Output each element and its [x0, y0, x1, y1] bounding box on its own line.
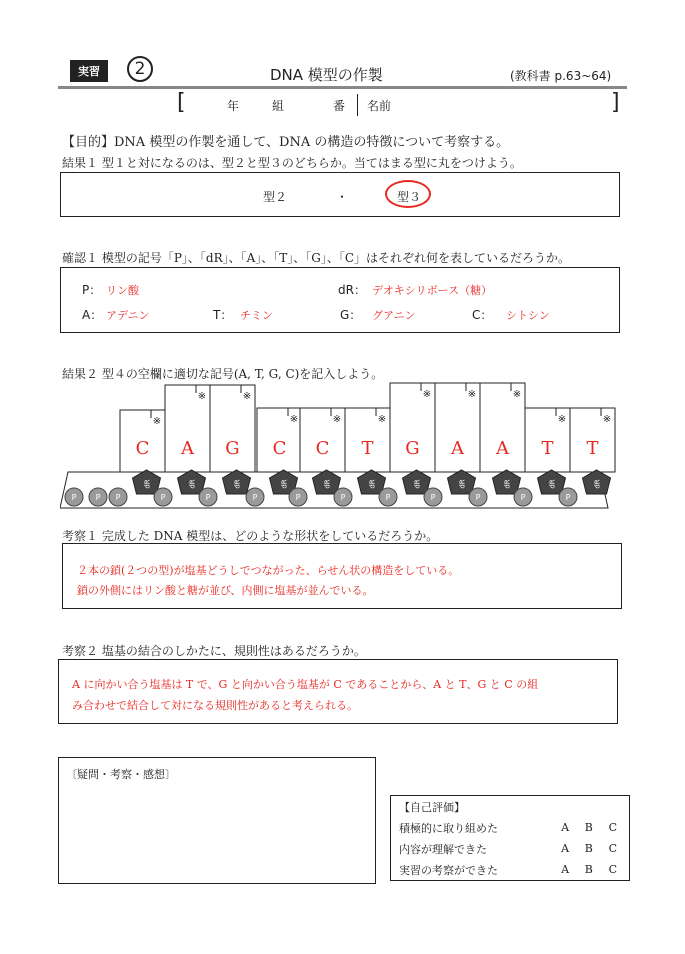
- option-separator: ・: [336, 190, 349, 204]
- right-bracket: ]: [611, 90, 620, 115]
- textbook-ref: (教科書 p.63~64): [510, 69, 612, 83]
- c-label: C：: [472, 308, 493, 322]
- g-answer: グアニン: [372, 309, 416, 322]
- sugar-label: dR: [593, 479, 602, 489]
- marker-symbol: ※: [557, 414, 567, 425]
- marker-symbol: ※: [332, 414, 342, 425]
- sugar-label: dR: [280, 479, 289, 489]
- option-type3: 型３: [397, 190, 422, 204]
- rating-b[interactable]: B: [584, 863, 593, 876]
- marker-symbol: ※: [512, 389, 522, 400]
- result1-question: 結果１ 型１と対になるのは、型２と型３のどちらか。当てはまる型に丸をつけよう。: [62, 156, 522, 170]
- marker-symbol: ※: [197, 391, 207, 402]
- year-label: 年: [227, 99, 240, 113]
- rating-a[interactable]: A: [561, 863, 570, 876]
- self-eval-row: [395, 817, 625, 838]
- phosphate-label: P: [430, 493, 436, 502]
- base-letter: A: [181, 438, 194, 459]
- a-answer: アデニン: [106, 309, 150, 322]
- base-letter: A: [451, 438, 464, 459]
- base-letter: C: [315, 438, 330, 459]
- marker-symbol: ※: [289, 414, 299, 425]
- marker-symbol: ※: [467, 389, 477, 400]
- dr-answer: デオキシリボース（糖）: [372, 284, 493, 297]
- g-label: G：: [340, 308, 362, 322]
- c-answer: シトシン: [506, 309, 550, 322]
- sugar-label: dR: [323, 479, 332, 489]
- discussion2-answer-line2: み合わせで結合して対になる規則性があると考えられる。: [72, 699, 358, 712]
- phosphate-label: P: [565, 493, 571, 502]
- name-divider: [357, 94, 358, 116]
- phosphate-label: P: [71, 493, 77, 502]
- number-label: 番: [333, 99, 346, 113]
- sugar-label: dR: [458, 479, 467, 489]
- class-label: 組: [272, 99, 285, 113]
- base-letter: T: [541, 438, 554, 459]
- rating-a[interactable]: A: [561, 821, 570, 834]
- phosphate-label: P: [475, 493, 481, 502]
- base-letter: T: [586, 438, 599, 459]
- a-label: A：: [82, 308, 103, 322]
- page-title: DNA 模型の作製: [270, 66, 383, 84]
- sugar-label: dR: [188, 479, 197, 489]
- left-bracket: [: [177, 90, 186, 115]
- phosphate-label: P: [520, 493, 526, 502]
- phosphate-label: P: [95, 493, 101, 502]
- self-eval-title: 【自己評価】: [399, 800, 465, 814]
- marker-symbol: ※: [242, 391, 252, 402]
- sugar-label: dR: [143, 479, 152, 489]
- marker-symbol: ※: [377, 414, 387, 425]
- marker-symbol: ※: [422, 389, 432, 400]
- header-rule: [58, 86, 627, 89]
- marker-symbol: ※: [152, 416, 162, 427]
- discussion2-question: 考察２ 塩基の結合のしかたに、規則性はあるだろうか。: [62, 644, 366, 658]
- result2-question: 結果２ 型４の空欄に適切な記号(A, T, G, C)を記入しよう。: [62, 367, 384, 381]
- practice-number: 2: [127, 56, 153, 82]
- self-eval-row: [395, 859, 625, 880]
- purpose-text: 【目的】DNA 模型の作製を通して、DNA の構造の特徴について考察する。: [62, 135, 510, 150]
- rating-a[interactable]: A: [561, 842, 570, 855]
- notes-label: 〔疑問・考察・感想〕: [66, 768, 176, 781]
- check1-question: 確認１ 模型の記号「P」、「dR」、「A」、「T」、「G」、「C」はそれぞれ何を表しているだろうか。: [62, 251, 571, 265]
- phosphate-label: P: [160, 493, 166, 502]
- base-letter: A: [496, 438, 509, 459]
- self-eval-row-label: 積極的に取り組めた: [399, 821, 498, 835]
- discussion1-answer-line2: 鎖の外側にはリン酸と糖が並び、内側に塩基が並んでいる。: [77, 584, 374, 597]
- discussion1-answer-line1: ２本の鎖(２つの型)が塩基どうしでつながった、らせん状の構造をしている。: [77, 564, 460, 577]
- sugar-label: dR: [368, 479, 377, 489]
- discussion2-answer-line1: A に向かい合う塩基は T で、G と向かい合う塩基が C であることから、A と T、G と C の組: [72, 678, 539, 691]
- base-letter: C: [135, 438, 150, 459]
- rating-c[interactable]: C: [608, 842, 618, 855]
- check1-box: [60, 267, 620, 333]
- rating-b[interactable]: B: [584, 842, 593, 855]
- sugar-label: dR: [413, 479, 422, 489]
- phosphate-label: P: [205, 493, 211, 502]
- discussion1-question: 考察１ 完成した DNA 模型は、どのような形状をしているだろうか。: [62, 529, 439, 543]
- practice-tag: 実習: [70, 60, 108, 82]
- option-type2: 型２: [263, 190, 288, 204]
- self-eval-row-label: 実習の考察ができた: [399, 863, 498, 877]
- dr-label: dR：: [338, 283, 366, 297]
- phosphate-label: P: [385, 493, 391, 502]
- t-label: T：: [213, 308, 233, 322]
- p-answer: リン酸: [106, 284, 139, 297]
- base-letter: C: [272, 438, 287, 459]
- rating-c[interactable]: C: [608, 863, 618, 876]
- rating-b[interactable]: B: [584, 821, 593, 834]
- self-eval-box: [390, 795, 630, 881]
- p-label: P：: [82, 283, 102, 297]
- sugar-label: dR: [548, 479, 557, 489]
- sugar-label: dR: [233, 479, 242, 489]
- t-answer: チミン: [240, 309, 273, 322]
- self-eval-row-label: 内容が理解できた: [399, 842, 487, 856]
- phosphate-label: P: [295, 493, 301, 502]
- marker-symbol: ※: [602, 414, 612, 425]
- phosphate-label: P: [252, 493, 258, 502]
- sugar-label: dR: [503, 479, 512, 489]
- name-label: 名前: [367, 99, 392, 113]
- phosphate-label: P: [115, 493, 121, 502]
- rating-c[interactable]: C: [608, 821, 618, 834]
- self-eval-row: [395, 838, 625, 859]
- base-letter: G: [405, 438, 420, 459]
- base-letter: G: [225, 438, 240, 459]
- dna-model-diagram: [60, 380, 620, 510]
- phosphate-label: P: [340, 493, 346, 502]
- base-letter: T: [361, 438, 374, 459]
